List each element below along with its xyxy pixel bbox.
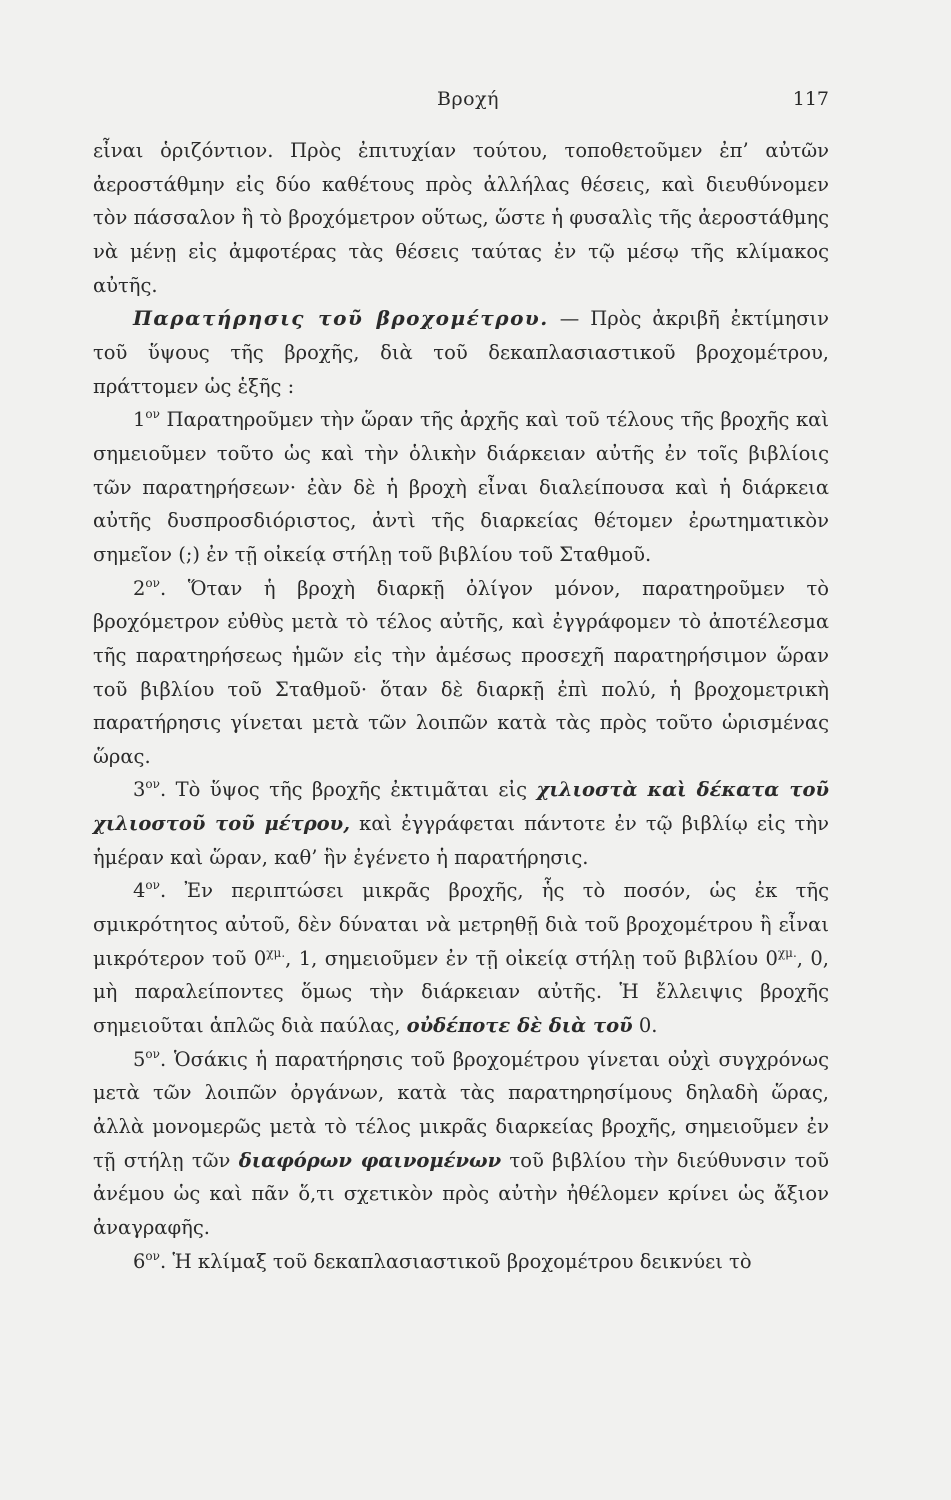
- page-number: 117: [792, 88, 829, 110]
- item-number: 5: [133, 1047, 146, 1071]
- list-item: $5^{o\nu}$. Ὁσάκις ἡ παρατήρησις τοῦ βροχομέτρου γίνεται οὐχὶ συγχρόνως μετὰ τῶν λοιπῶν ὀργάνων, κατὰ τὰς παρατηρησίμους δηλαδὴ ὥρας, ἀλλὰ μονομερῶς μετὰ τὸ τέλος μικρᾶς διαρκείας βροχῆς, σημειοῦμεν ἐν τῇ στήλῃ τῶν διαφόρων φαινομένων τοῦ βιβλίου τὴν διεύθυνσιν τοῦ ἀνέμου ὡς καὶ πᾶν ὅ,τι σχετικὸν πρὸς αὐτὴν ἠθέλομεν κρίνει ὡς ἄξιον ἀναγραφῆς.: [93, 1046, 830, 1239]
- emphasis: διαφόρων φαινομένων: [238, 1148, 502, 1172]
- item-number: 3: [133, 778, 146, 802]
- unit: χμ.: [777, 945, 797, 960]
- list-item: $4^{o\nu}$. Ἐν περιπτώσει μικρᾶς βροχῆς, ἧς τὸ ποσόν, ὡς ἐκ τῆς σμικρότητος αὐτοῦ, δὲν δύναται νὰ μετρηθῇ διὰ τοῦ βροχομέτρου ἢ εἶναι μικρότερον τοῦ $0^{\chi\mu.}$, 1, σημειοῦμεν ἐν τῇ οἰκείᾳ στήλῃ τοῦ βιβλίου $0^{\chi\mu.}$, 0, μὴ παραλείποντες ὅμως τὴν διάρκειαν αὐτῆς. Ἡ ἔλλειψις βροχῆς σημειοῦται ἁπλῶς διὰ παύλας, οὐδέποτε δὲ διὰ τοῦ 0.: [93, 878, 829, 1038]
- item-number: 2: [133, 576, 146, 600]
- section-heading: Παρατήρησις τοῦ βροχομέτρου.: [133, 306, 549, 331]
- paragraph: εἶναι ὁριζόντιον. Πρὸς ἐπιτυχίαν τούτου, τοποθετοῦμεν ἐπ’ αὐτῶν ἀεροστάθμην εἰς δύο καθέτους πρὸς ἀλλήλας θέσεις, καὶ διευθύνομεν τὸν πάσσαλον ἢ τὸ βροχόμετρον οὕτως, ὥστε ἡ φυσαλὶς τῆς ἀεροστάθμης νὰ μένῃ εἰς ἀμφοτέρας τὰς θέσεις ταύτας ἐν τῷ μέσῳ τῆς κλίμακος αὐτῆς.: [93, 139, 829, 297]
- item-number: 4: [133, 879, 146, 903]
- list-item: $6^{o\nu}$. Ἡ κλίμαξ τοῦ δεκαπλασιαστικοῦ βροχομέτρου δεικνύει τὸ: [133, 1248, 752, 1273]
- item-number: 1: [133, 408, 146, 432]
- list-item: $1^{o\nu}$ Παρατηροῦμεν τὴν ὥραν τῆς ἀρχῆς καὶ τοῦ τέλους τῆς βροχῆς καὶ σημειοῦμεν τοῦτο ὡς καὶ τὴν ὁλικὴν διάρκειαν αὐτῆς ἐν τοῖς βιβλίοις τῶν παρατηρήσεων· ἐὰν δὲ ἡ βροχὴ εἶναι διαλείπουσα καὶ ἡ διάρκεια αὐτῆς δυσπροσδιόριστος, ἀντὶ τῆς διαρκείας θέτομεν ἐρωτηματικὸν σημεῖον (;) ἐν τῇ οἰκείᾳ στήλῃ τοῦ βιβλίου τοῦ Σταθμοῦ.: [93, 407, 829, 566]
- running-head: Βροχή: [437, 88, 499, 110]
- list-item: $3^{o\nu}$. Τὸ ὕψος τῆς βροχῆς ἐκτιμᾶται εἰς χιλιοστὰ καὶ δέκατα τοῦ χιλιοστοῦ τοῦ μέτρου, καὶ ἐγγράφεται πάντοτε ἐν τῷ βιβλίῳ εἰς τὴν ἡμέραν καὶ ὥραν, καθ’ ἣν ἐγένετο ἡ παρατήρησις.: [93, 777, 829, 869]
- page-header: [0, 88, 951, 118]
- emphasis: οὐδέποτε δὲ διὰ τοῦ: [406, 1014, 633, 1038]
- list-item: $2^{o\nu}$. Ὅταν ἡ βροχὴ διαρκῇ ὀλίγον μόνον, παρατηροῦμεν τὸ βροχόμετρον εὐθὺς μετὰ τὸ τέλος αὐτῆς, καὶ ἐγγράφομεν τὸ ἀποτέλεσμα τῆς παρατηρήσεως ἡμῶν εἰς τὴν ἀμέσως προσεχῆ παρατηρήσιμον ὥραν τοῦ βιβλίου τοῦ Σταθμοῦ· ὅταν δὲ διαρκῇ ἐπὶ πολύ, ἡ βροχομετρικὴ παρατήρησις γίνεται μετὰ τῶν λοιπῶν κατὰ τὰς πρὸς τοῦτο ὡρισμένας ὥρας.: [93, 575, 829, 768]
- emphasis: χιλιοστὰ καὶ δέκατα τοῦ χιλιοστοῦ τοῦ μέτρου,: [93, 778, 829, 836]
- unit: χμ.: [266, 945, 286, 960]
- body-text: [93, 134, 829, 1278]
- section-paragraph: Παρατήρησις τοῦ βροχομέτρου. — Πρὸς ἀκριβῆ ἐκτίμησιν τοῦ ὕψους τῆς βροχῆς, διὰ τοῦ δεκαπλασιαστικοῦ βροχομέτρου, πράττομεν ὡς ἑξῆς :: [93, 306, 830, 398]
- item-number: 6: [133, 1249, 146, 1273]
